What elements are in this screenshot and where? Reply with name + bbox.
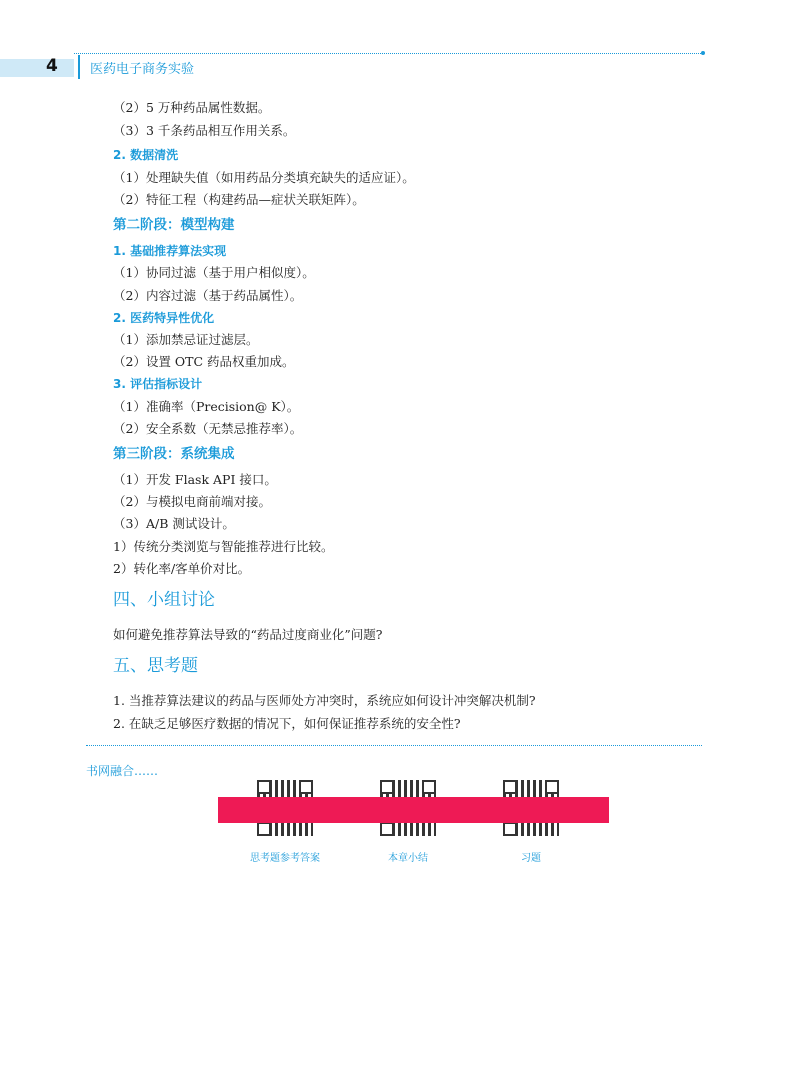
body-line: （1）准确率（Precision@ K）。 <box>113 399 300 414</box>
subheading: 3. 评估指标设计 <box>113 377 203 391</box>
body-line: （1）开发 Flask API 接口。 <box>113 472 277 487</box>
book-fusion-label: 书网融合…… <box>86 764 159 778</box>
body-line: （1）处理缺失值（如用药品分类填充缺失的适应证）。 <box>113 170 415 185</box>
body-line: 1）传统分类浏览与智能推荐进行比较。 <box>113 539 334 554</box>
qr-label[interactable]: 思考题参考答案 <box>250 853 320 864</box>
body-line: 如何避免推荐算法导致的“药品过度商业化”问题? <box>113 627 383 642</box>
body-line: 2. 在缺乏足够医疗数据的情况下，如何保证推荐系统的安全性? <box>113 716 461 731</box>
body-line: （2）内容过滤（基于药品属性）。 <box>113 288 303 303</box>
body-line: （3）3 千条药品相互作用关系。 <box>113 123 296 138</box>
body-line: 1. 当推荐算法建议的药品与医师处方冲突时，系统应如何设计冲突解决机制? <box>113 693 536 708</box>
body-line: （2）安全系数（无禁忌推荐率）。 <box>113 421 303 436</box>
body-line: （1）添加禁忌证过滤层。 <box>113 332 259 347</box>
section-heading: 五、思考题 <box>113 656 198 676</box>
body-line: （2）与模拟电商前端对接。 <box>113 494 271 509</box>
qr-label[interactable]: 习题 <box>521 853 541 864</box>
stage-heading: 第二阶段：模型构建 <box>113 217 235 233</box>
qr-finder-mark <box>503 822 517 836</box>
qr-exercise-group[interactable] <box>476 780 586 870</box>
qr-finder-mark <box>257 822 271 836</box>
page-header <box>0 50 800 80</box>
qr-finder-mark <box>545 780 559 794</box>
body-line: （1）协同过滤（基于用户相似度）。 <box>113 265 315 280</box>
body-line: （2）5 万种药品属性数据。 <box>113 100 271 115</box>
stage-heading: 第三阶段：系统集成 <box>113 446 235 462</box>
qr-finder-mark <box>299 780 313 794</box>
qr-finder-mark <box>422 780 436 794</box>
body-line: （3）A/B 测试设计。 <box>113 516 235 531</box>
qr-finder-mark <box>380 822 394 836</box>
body-line: 2）转化率/客单价对比。 <box>113 561 251 576</box>
qr-finder-mark <box>503 780 517 794</box>
redaction-bar <box>218 797 609 823</box>
body-line: （2）设置 OTC 药品权重加成。 <box>113 354 295 369</box>
header-divider <box>78 55 80 79</box>
qr-answer-group[interactable] <box>230 780 340 870</box>
qr-label[interactable]: 本章小结 <box>388 853 428 864</box>
subheading: 1. 基础推荐算法实现 <box>113 244 227 258</box>
footer-divider <box>86 745 702 746</box>
section-heading: 四、小组讨论 <box>113 590 215 610</box>
subheading: 2. 医药特异性优化 <box>113 311 215 325</box>
header-rule-dot <box>701 51 705 55</box>
book-title: 医药电子商务实验 <box>90 62 195 77</box>
qr-finder-mark <box>380 780 394 794</box>
header-rule <box>74 53 703 54</box>
body-line: （2）特征工程（构建药品—症状关联矩阵）。 <box>113 192 365 207</box>
page-number-band <box>0 59 74 77</box>
subheading: 2. 数据清洗 <box>113 148 179 162</box>
page-number: 4 <box>46 56 58 76</box>
qr-finder-mark <box>257 780 271 794</box>
qr-summary-group[interactable] <box>353 780 463 870</box>
